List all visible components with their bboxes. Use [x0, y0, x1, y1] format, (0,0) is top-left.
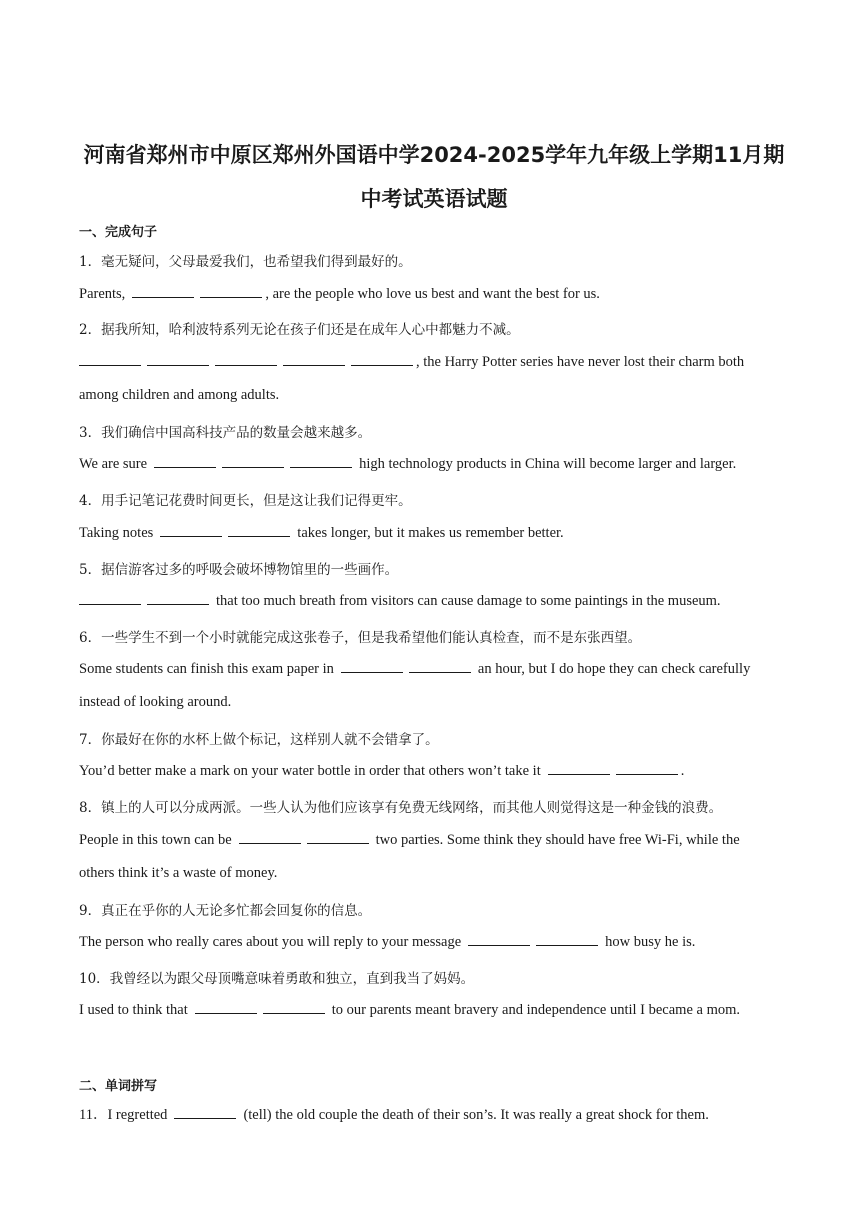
q3-blank-3[interactable] [290, 455, 352, 468]
q8-chinese: 8．镇上的人可以分成两派。一些人认为他们应该享有免费无线网络，而其他人则觉得这是一种金钱的浪费。 [79, 800, 723, 816]
q8-blank-2[interactable] [307, 831, 369, 844]
q2-blank-5[interactable] [351, 353, 413, 366]
q2-blank-3[interactable] [215, 353, 277, 366]
q4-blank-2[interactable] [228, 524, 290, 537]
q4-text-b: takes longer, but it makes us remember better. [297, 525, 564, 541]
q8-blank-1[interactable] [239, 831, 301, 844]
q7-text-a: You’d better make a mark on your water bottle in order that others won’t take it [79, 763, 541, 779]
section-heading-complete-sentences: 一、完成句子 [79, 225, 158, 240]
q4-english [79, 524, 564, 542]
q3-blank-2[interactable] [222, 455, 284, 468]
q2-text-a: , the Harry Potter series have never lost their charm both [416, 354, 745, 370]
q6-blank-2[interactable] [409, 660, 471, 673]
q6-english [79, 660, 750, 678]
q11-text-a: 11．I regretted [79, 1107, 168, 1123]
q2-blank-4[interactable] [283, 353, 345, 366]
q9-blank-2[interactable] [536, 933, 598, 946]
q11-blank-1[interactable] [174, 1106, 236, 1119]
q3-text-a: We are sure [79, 456, 148, 472]
q10-chinese: 10．我曾经以为跟父母顶嘴意味着勇敢和独立，直到我当了妈妈。 [79, 971, 475, 987]
q2-english-cont: among children and among adults. [79, 387, 280, 403]
q6-text-a: Some students can finish this exam paper in [79, 661, 334, 677]
q9-english [79, 933, 695, 951]
q2-english [76, 353, 744, 371]
q8-english-cont: others think it’s a waste of money. [79, 865, 278, 881]
q4-blank-1[interactable] [160, 524, 222, 537]
q4-chinese: 4．用手记笔记花费时间更长，但是这让我们记得更牢。 [79, 493, 412, 509]
exam-title-line2: 中考试英语试题 [360, 187, 508, 211]
q1-text-b: , are the people who love us best and want the best for us. [265, 286, 600, 302]
q1-blank-2[interactable] [200, 285, 262, 298]
q3-text-b: high technology products in China will become larger and larger. [359, 456, 737, 472]
q5-blank-1[interactable] [79, 592, 141, 605]
q8-english [79, 831, 740, 849]
q7-blank-2[interactable] [616, 762, 678, 775]
q1-blank-1[interactable] [132, 285, 194, 298]
section-heading-spelling: 二、单词拼写 [79, 1079, 158, 1094]
q10-blank-1[interactable] [195, 1001, 257, 1014]
q1-chinese: 1．毫无疑问，父母最爱我们，也希望我们得到最好的。 [79, 254, 412, 270]
q7-english [79, 762, 684, 780]
q9-text-a: The person who really cares about you will reply to your message [79, 934, 462, 950]
q3-english [79, 455, 736, 473]
q6-blank-1[interactable] [341, 660, 403, 673]
q1-english [79, 285, 600, 303]
q9-chinese: 9．真正在乎你的人无论多忙都会回复你的信息。 [79, 903, 372, 919]
q4-text-a: Taking notes [79, 525, 154, 541]
q7-text-b: . [680, 763, 685, 779]
q5-chinese: 5．据信游客过多的呼吸会破坏博物馆里的一些画作。 [79, 562, 399, 578]
q5-blank-2[interactable] [147, 592, 209, 605]
q2-chinese: 2．据我所知，哈利波特系列无论在孩子们还是在成年人心中都魅力不减。 [79, 322, 520, 338]
q10-english [79, 1001, 740, 1019]
exam-title-line1: 河南省郑州市中原区郑州外国语中学2024-2025学年九年级上学期11月期 [83, 143, 785, 167]
q3-chinese: 3．我们确信中国高科技产品的数量会越来越多。 [79, 425, 372, 441]
q8-text-b: two parties. Some think they should have free Wi-Fi, while the [375, 832, 740, 848]
q10-blank-2[interactable] [263, 1001, 325, 1014]
q11-english [79, 1103, 709, 1124]
q1-text-a: Parents, [79, 286, 126, 302]
q9-blank-1[interactable] [468, 933, 530, 946]
q5-english [76, 592, 721, 610]
q6-chinese: 6．一些学生不到一个小时就能完成这张卷子，但是我希望他们能认真检查，而不是东张西望。 [79, 630, 642, 646]
q6-text-b: an hour, but I do hope they can check carefully [477, 661, 751, 677]
q3-blank-1[interactable] [154, 455, 216, 468]
q7-blank-1[interactable] [548, 762, 610, 775]
q7-chinese: 7．你最好在你的水杯上做个标记，这样别人就不会错拿了。 [79, 732, 439, 748]
q11-text-b: (tell) the old couple the death of their son’s. It was really a great shock for them. [243, 1107, 709, 1123]
q9-text-b: how busy he is. [605, 934, 696, 950]
q2-blank-1[interactable] [79, 353, 141, 366]
q5-text-a: that too much breath from visitors can cause damage to some paintings in the museum. [216, 593, 721, 609]
q10-text-b: to our parents meant bravery and independence until I became a mom. [331, 1002, 741, 1018]
q2-blank-2[interactable] [147, 353, 209, 366]
q8-text-a: People in this town can be [79, 832, 232, 848]
q6-english-cont: instead of looking around. [79, 694, 232, 710]
q10-text-a: I used to think that [79, 1002, 188, 1018]
